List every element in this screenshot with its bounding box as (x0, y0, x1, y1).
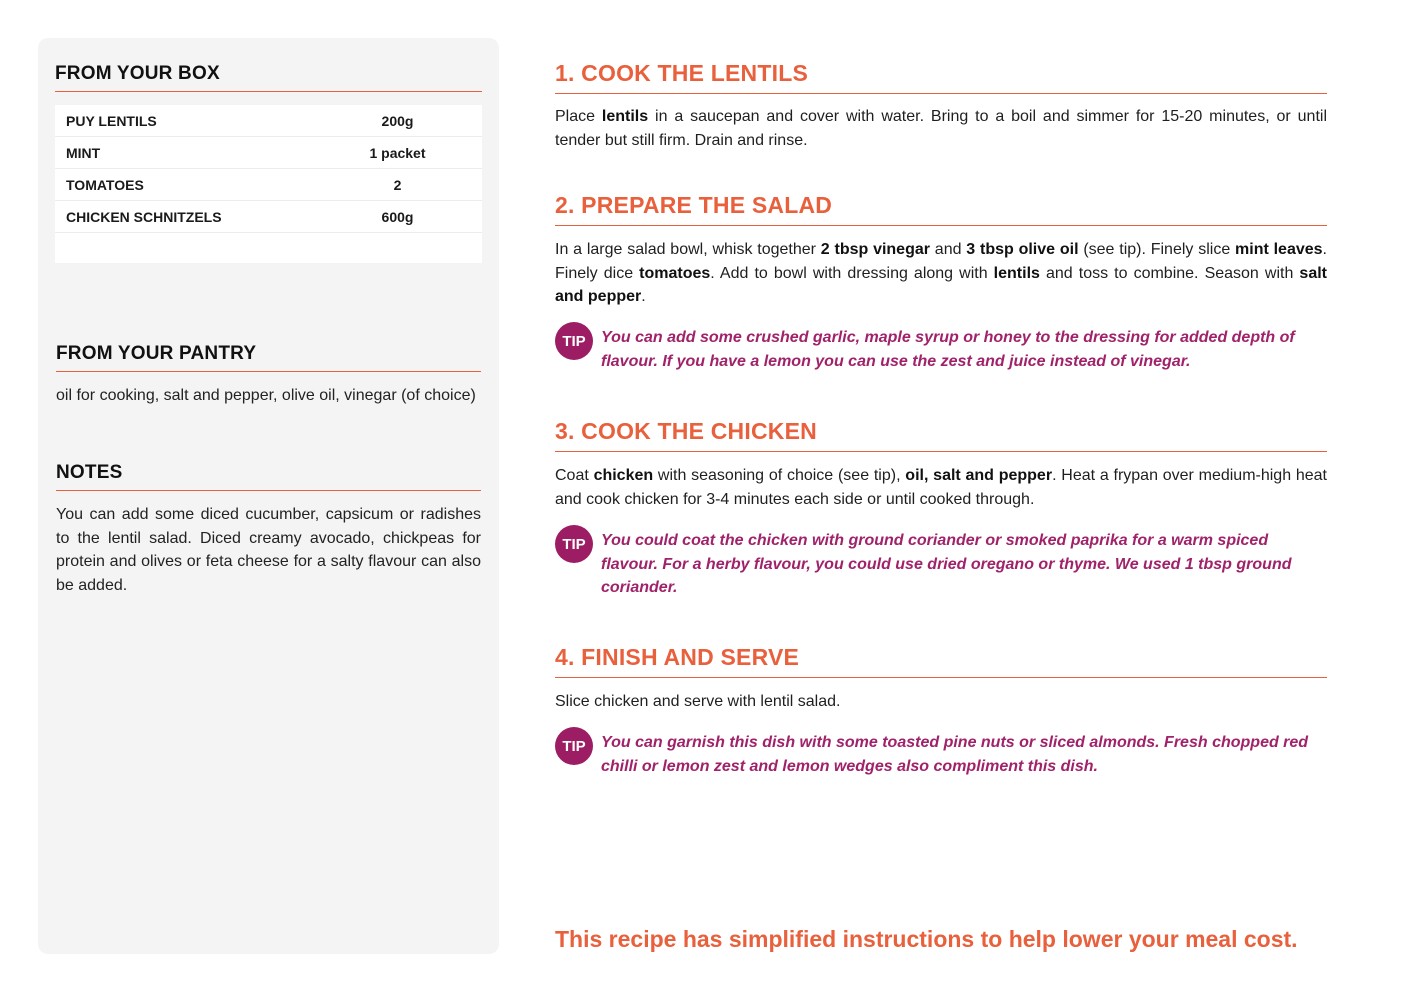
bold-ingredient-text: oil, salt and pepper (905, 467, 1053, 484)
step-text-run: . Add to bowl with dressing along with (710, 264, 994, 282)
step-3-heading: 3. COOK THE CHICKEN (555, 418, 1327, 452)
ingredient-name: CHICKEN SCHNITZELS (66, 208, 222, 225)
step-4-heading: 4. FINISH AND SERVE (555, 644, 1327, 678)
bold-ingredient-text: salt and pepper (555, 264, 1327, 305)
bold-ingredient-text: tomatoes (639, 264, 711, 282)
step-text-run: and toss to combine. Season with (1039, 264, 1300, 282)
bold-ingredient-text: 2 tbsp vinegar (820, 241, 930, 258)
step-text-run: . (641, 288, 646, 305)
step-3-text (555, 464, 1327, 511)
step-1-text (555, 105, 1327, 152)
step-text-run: Slice chicken and serve with lentil salad. (555, 693, 841, 710)
step-1-heading: 1. COOK THE LENTILS (555, 60, 1327, 94)
step-text-run: In a large salad bowl, whisk together (555, 241, 821, 258)
step-text-run: (see tip). Finely slice (1078, 241, 1236, 258)
tip-badge: TIP (555, 322, 593, 360)
ingredient-row (55, 137, 482, 169)
step-4-text (555, 690, 1327, 714)
tip-badge: TIP (555, 727, 593, 765)
ingredient-row (55, 105, 482, 137)
ingredient-name: TOMATOES (66, 176, 144, 193)
pantry-text: oil for cooking, salt and pepper, olive oil, vinegar (of choice) (56, 387, 476, 404)
ingredient-qty: 1 packet (369, 144, 426, 161)
ingredient-row (55, 169, 482, 201)
tip-badge: TIP (555, 525, 593, 563)
ingredient-qty: 2 (393, 176, 402, 193)
ingredient-name: MINT (66, 144, 101, 161)
simplified-instructions-note: This recipe has simplified instructions to help lower your meal cost. (555, 926, 1298, 952)
step-text-run: Place (555, 108, 602, 125)
step-text-run: . Heat a frypan over medium-high heat and cook chicken for 3-4 minutes each side or until cooked through. (555, 467, 1328, 508)
step-text-run: with seasoning of choice (see tip), (653, 467, 906, 484)
bold-ingredient-text: chicken (593, 467, 654, 484)
tip-text: You can add some crushed garlic, maple syrup or honey to the dressing for added depth of flavour. If you have a lemon you can use the zest and juice instead of vinegar. (601, 329, 1295, 370)
ingredient-qty: 200g (381, 112, 414, 129)
step-2-heading: 2. PREPARE THE SALAD (555, 192, 1327, 226)
step-text-run: Coat (555, 467, 594, 484)
step-text-run: in a saucepan and cover with water. Bring to a boil and simmer for 15-20 minutes, or until tender but still firm. Drain and rinse. (555, 108, 1327, 149)
step-text-run: . Finely dice (555, 241, 1327, 282)
bold-ingredient-text: 3 tbsp olive oil (966, 241, 1079, 258)
bold-ingredient-text: mint leaves (1235, 241, 1323, 258)
from-your-pantry-heading: FROM YOUR PANTRY (56, 343, 481, 372)
bold-ingredient-text: lentils (601, 108, 649, 125)
tip-text: You can garnish this dish with some toasted pine nuts or sliced almonds. Fresh chopped red chilli or lemon zest and lemon wedges also compliment this dish. (601, 734, 1309, 775)
ingredient-name: PUY LENTILS (66, 112, 157, 129)
box-ingredients-table (55, 105, 482, 263)
step-text-run: and (929, 241, 967, 258)
from-your-box-heading: FROM YOUR BOX (55, 63, 482, 92)
ingredient-row (55, 201, 482, 233)
ingredients-sidebar (38, 38, 499, 954)
notes-text: You can add some diced cucumber, capsicum or radishes to the lentil salad. Diced creamy avocado, chickpeas for protein and olives or feta cheese for a salty flavour can also be added. (56, 506, 481, 594)
notes-heading: NOTES (56, 462, 481, 491)
step-2-text (555, 238, 1327, 309)
tip-text: You could coat the chicken with ground coriander or smoked paprika for a warm spiced flavour. For a herby flavour, you could use dried oregano or thyme. We used 1 tbsp ground coriander. (601, 532, 1292, 596)
bold-ingredient-text: lentils (993, 264, 1040, 282)
ingredient-qty: 600g (381, 208, 414, 225)
